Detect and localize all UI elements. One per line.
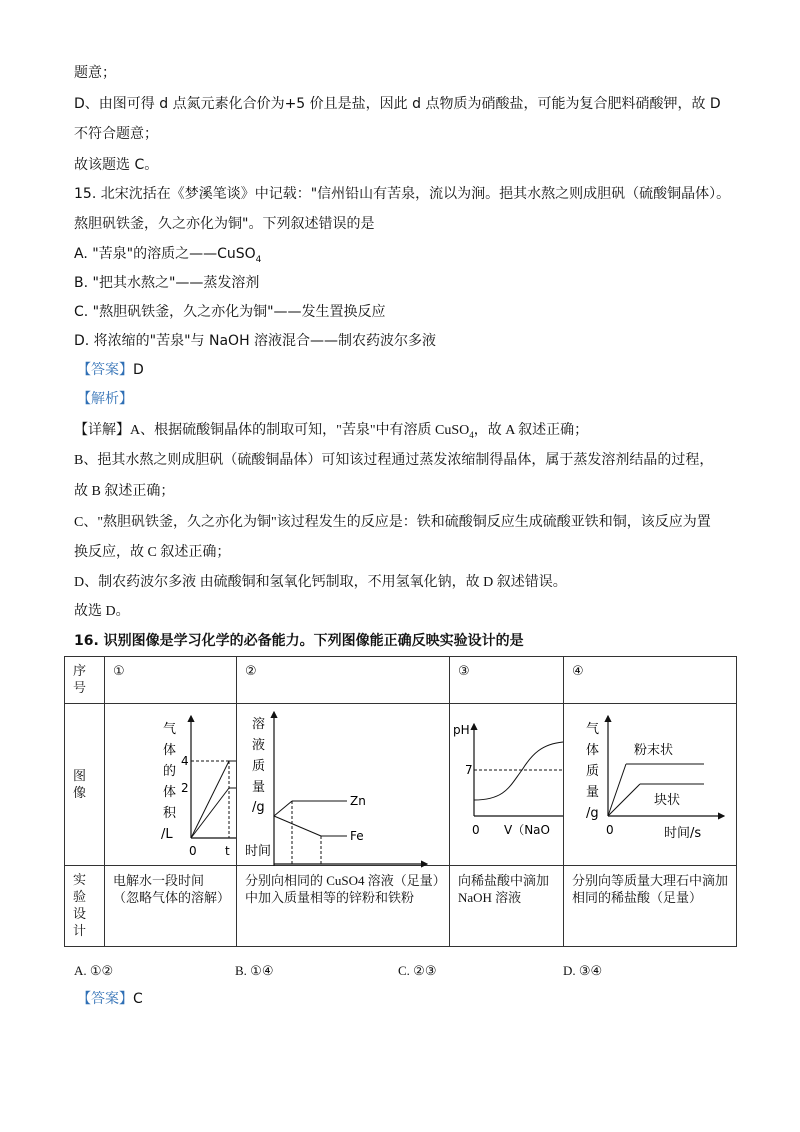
y-tick: 4	[181, 754, 189, 768]
graph-2	[237, 704, 449, 860]
text-line: 故该题选 C。	[74, 157, 159, 173]
graph-2-cell	[237, 704, 450, 866]
option-a: A. "苦泉"的溶质之——CuSO$_4$	[74, 246, 262, 265]
ylabel-char: /g	[586, 806, 599, 821]
option-a: A. ①②	[74, 963, 114, 978]
design-4: 分别向等质量大理石中滴加相同的稀盐酸（足量）	[564, 866, 737, 947]
detail-line: C、"熬胆矾铁釜，久之亦化为铜"该过程发生的反应是：铁和硫酸铜反应生成硫酸亚铁和铜，该反应为置	[74, 515, 711, 530]
detail-line: B、挹其水熬之则成胆矾（硫酸铜晶体）可知该过程通过蒸发浓缩制得晶体，属于蒸发溶剂结晶的过程，	[74, 453, 714, 468]
graph-1	[105, 704, 272, 860]
option-b: B. ①④	[235, 963, 274, 978]
series-label-powder: 粉末状	[634, 743, 674, 758]
option-b: B. "把其水熬之"——蒸发溶剂	[74, 275, 260, 291]
detail-line: 故 B 叙述正确；	[74, 484, 175, 499]
ylabel-char: /L	[161, 827, 173, 842]
analysis-tag: 【解析】	[77, 391, 133, 407]
x-axis-label: V（NaO	[504, 823, 550, 837]
ylabel-char: 的	[163, 764, 177, 779]
x-tick: 0	[472, 823, 480, 837]
y-tick: 2	[181, 781, 189, 795]
answer-value: D	[133, 362, 144, 378]
header-image: 图像	[65, 704, 105, 866]
y-tick: 7	[465, 763, 473, 777]
num-2: ②	[237, 657, 450, 704]
answer-tag: 【答案】	[77, 991, 133, 1007]
answer-tag: 【答案】	[77, 362, 133, 378]
ylabel-char: 气	[586, 722, 600, 737]
x-axis-label: 时间	[245, 844, 272, 859]
num-1: ①	[105, 657, 237, 704]
ylabel-char: 体	[586, 743, 600, 758]
answer-line	[77, 990, 143, 1008]
header-design: 实验设计	[65, 866, 105, 947]
graph-4-cell	[564, 704, 737, 866]
x-axis-label: 时间/s	[664, 826, 702, 841]
ylabel-char: 积	[163, 806, 177, 821]
detail-line: 【详解】A、根据硫酸铜晶体的制取可知，"苦泉"中有溶质 CuSO$_4$，故 A 叙述正确；	[74, 423, 589, 440]
detail-line: 换反应，故 C 叙述正确；	[74, 545, 231, 560]
text-line: 不符合题意；	[74, 126, 158, 142]
design-1: 电解水一段时间（忽略气体的溶解）	[105, 866, 237, 947]
x-tick: t	[225, 844, 230, 858]
ylabel-char: 液	[252, 738, 266, 753]
ylabel-char: 量	[586, 785, 600, 800]
graph-1-cell	[105, 704, 272, 866]
option-d: D. 将浓缩的"苦泉"与 NaOH 溶液混合——制农药波尔多液	[74, 333, 437, 349]
text-line: D、由图可得 d 点氮元素化合价为+5 价且是盐，因此 d 点物质为硝酸盐，可能为复合肥料硝酸钾，故 D	[74, 96, 721, 112]
detail-line: 故选 D。	[74, 604, 130, 619]
option-c: C. ②③	[398, 963, 437, 978]
ylabel-char: 质	[252, 759, 266, 774]
y-axis-label: pH	[453, 723, 470, 737]
graph-4	[564, 704, 736, 860]
ylabel-char: 气	[163, 722, 177, 737]
ylabel-char: 量	[252, 780, 266, 795]
design-2: 分别向相同的 CuSO4 溶液（足量）中加入质量相等的锌粉和铁粉	[237, 866, 450, 947]
num-3: ③	[450, 657, 564, 704]
series-label-block: 块状	[654, 793, 681, 808]
question-16-table	[64, 656, 737, 947]
x-tick: 0	[189, 844, 197, 858]
question-16-stem: 16. 识别图像是学习化学的必备能力。下列图像能正确反映实验设计的是	[74, 633, 524, 649]
graph-3-cell	[450, 704, 564, 866]
question-15-stem: 15. 北宋沈括在《梦溪笔谈》中记载："信州铅山有苦泉，流以为涧。挹其水熬之则成胆矾（硫酸铜晶体）。	[74, 186, 731, 202]
ylabel-char: 体	[163, 785, 177, 800]
ylabel-char: /g	[252, 800, 265, 815]
x-tick: 0	[606, 823, 614, 837]
series-label-zn: Zn	[350, 794, 366, 808]
ylabel-char: 质	[586, 764, 600, 779]
answer-value: C	[133, 991, 143, 1007]
answer-line	[77, 361, 144, 379]
header-no: 序号	[65, 657, 105, 704]
graph-3	[450, 704, 563, 860]
option-d: D. ③④	[563, 963, 603, 978]
option-c: C. "熬胆矾铁釜，久之亦化为铜"——发生置换反应	[74, 304, 386, 320]
design-3: 向稀盐酸中滴加 NaOH 溶液	[450, 866, 564, 947]
num-4: ④	[564, 657, 737, 704]
text-line: 题意；	[74, 65, 116, 81]
detail-tag: 【详解】	[74, 423, 130, 438]
question-15-stem: 熬胆矾铁釜，久之亦化为铜"。下列叙述错误的是	[74, 216, 375, 232]
detail-line: D、制农药波尔多液 由硫酸铜和氢氧化钙制取，不用氢氧化钠，故 D 叙述错误。	[74, 575, 567, 590]
ylabel-char: 溶	[252, 717, 266, 732]
ylabel-char: 体	[163, 743, 177, 758]
series-label-fe: Fe	[350, 829, 364, 843]
